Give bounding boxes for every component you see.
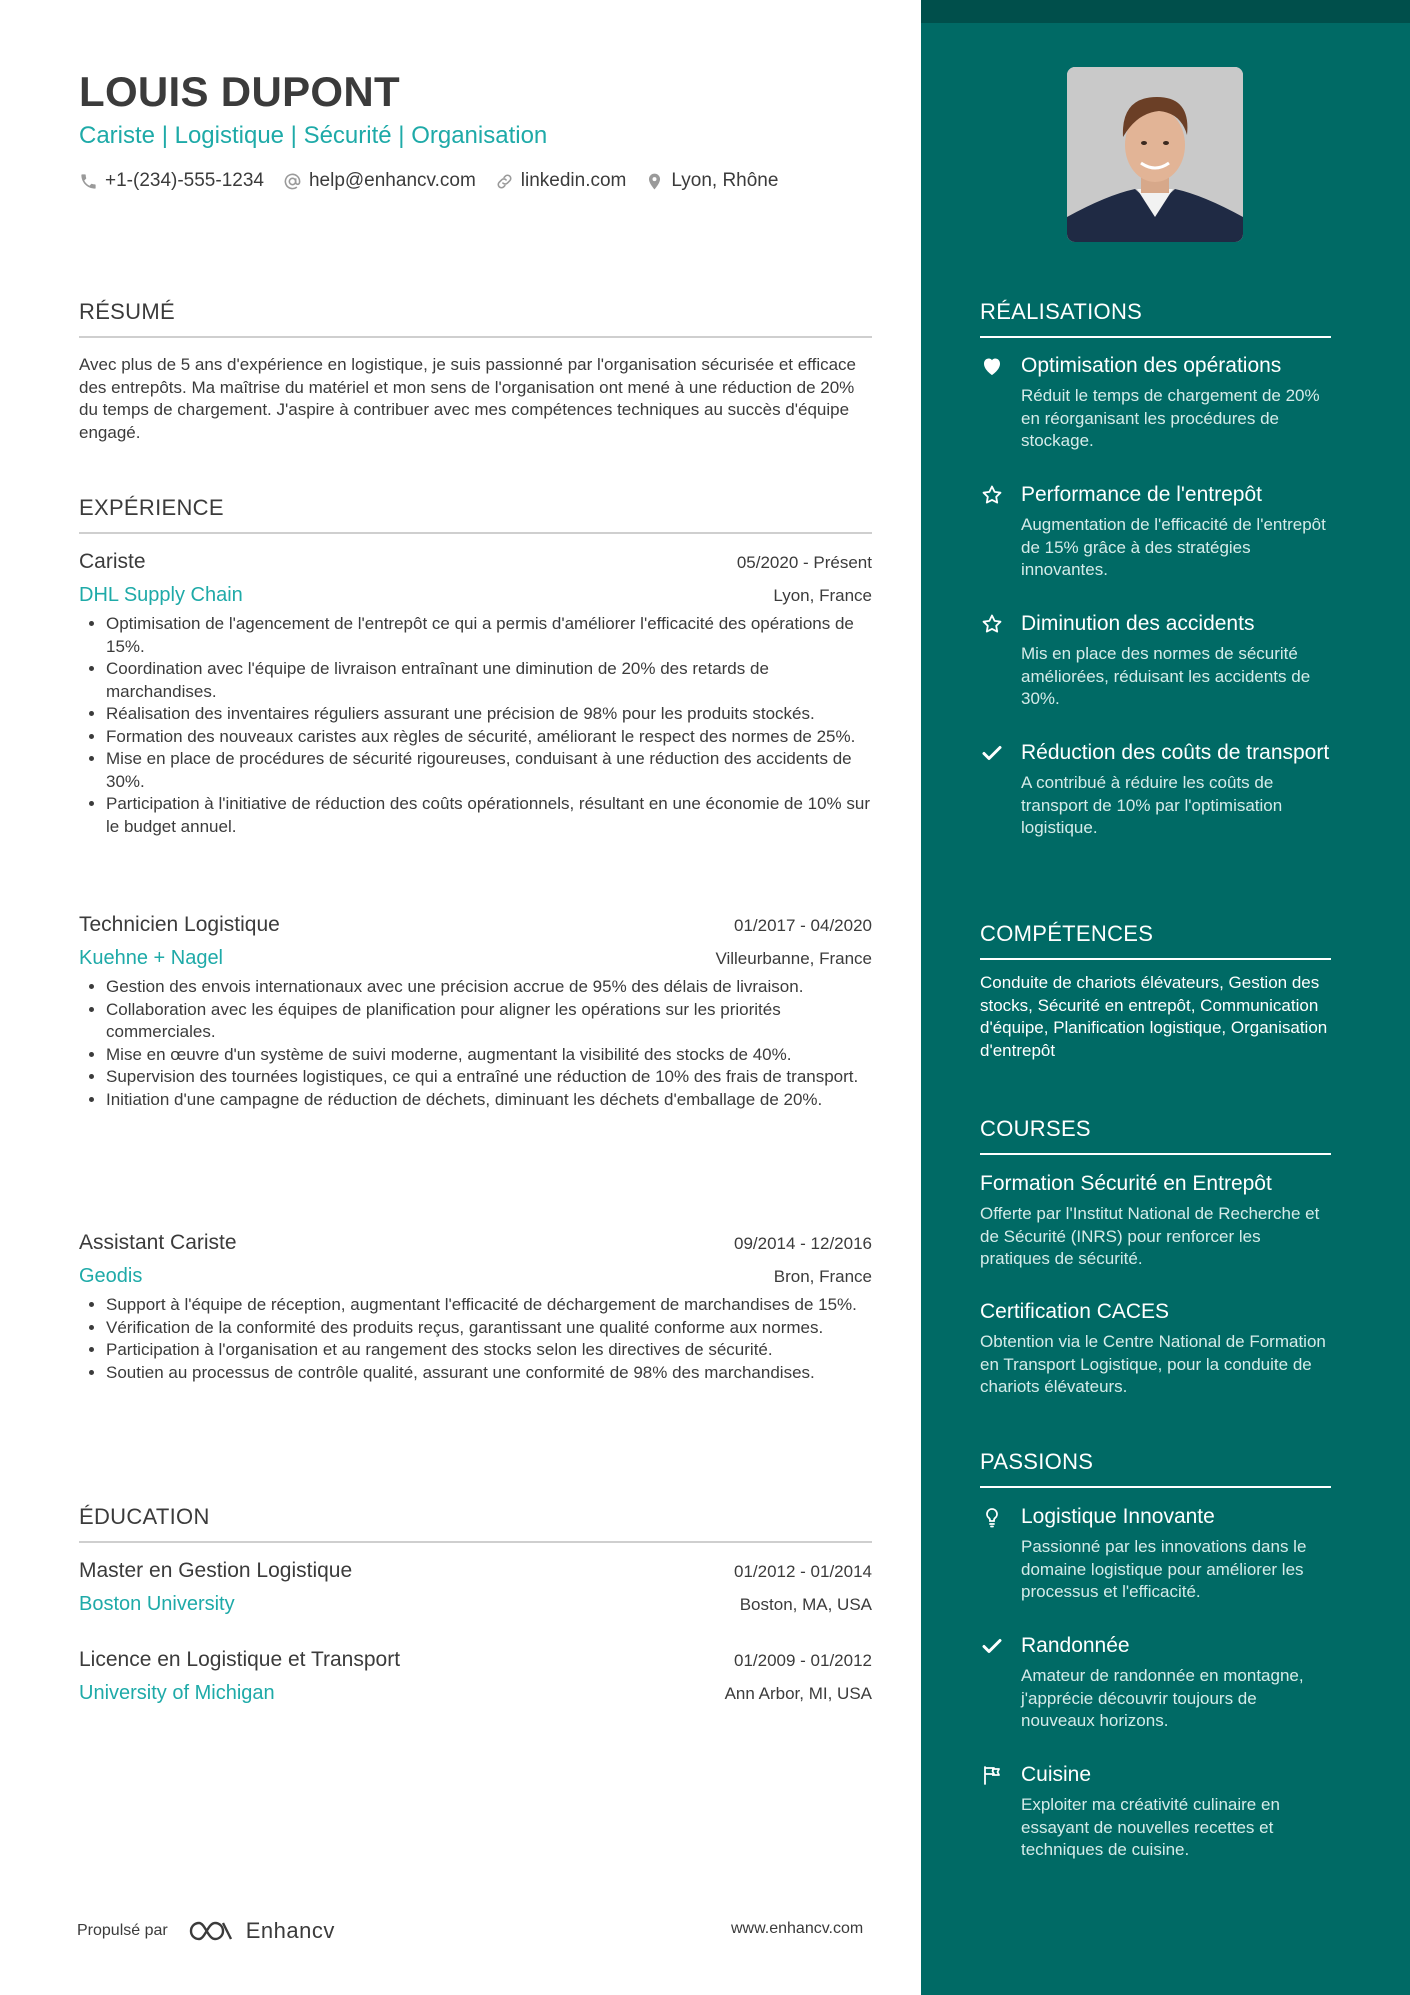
degree-title: Master en Gestion Logistique: [79, 1559, 353, 1582]
bullet-item: • Support à l'équipe de réception, augmentant l'efficacité de déchargement de marchandises de 15%.: [106, 1294, 872, 1317]
bullet-item: • Initiation d'une campagne de réduction de déchets, diminuant les déchets d'emballage de 20%.: [106, 1089, 872, 1112]
education-dates: 01/2009 - 01/2012: [733, 1651, 872, 1670]
section-divider: [79, 532, 872, 534]
skills-section-title: [980, 921, 1331, 959]
school-location: Ann Arbor, MI, USA: [724, 1684, 872, 1703]
section-divider: [980, 1486, 1331, 1488]
skills-list: Conduite de chariots élévateurs, Gestion des stocks, Sécurité en entrepôt, Communication d'équipe, Planification logistique, Organisation d'entrepôt: [980, 973, 1328, 1060]
course-desc: Offerte par l'Institut National de Recherche et de Sécurité (INRS) pour renforcer les pratiques de sécurité.: [980, 1204, 1320, 1268]
achievement-item: [980, 739, 1331, 840]
skills-title-text: COMPÉTENCES: [980, 921, 1154, 946]
course-desc: Obtention via le Centre National de Formation en Transport Logistique, pour la conduite de chariots élévateurs.: [980, 1332, 1326, 1396]
achievement-desc: A contribué à réduire les coûts de transport de 10% par l'optimisation logistique.: [1021, 773, 1283, 837]
bullet-item: • Optimisation de l'agencement de l'entrepôt ce qui a permis d'améliorer l'efficacité des opérations de 15%.: [106, 613, 872, 658]
profile-photo: [1067, 67, 1243, 242]
achievement-desc: Réduit le temps de chargement de 20% en réorganisant les procédures de stockage.: [1021, 386, 1320, 450]
passions-section-title: [980, 1449, 1331, 1487]
sidebar-top-bar: [921, 0, 1410, 23]
courses-section-title: [980, 1116, 1331, 1154]
achievement-item: [980, 481, 1331, 582]
candidate-name: LOUIS DUPONT: [79, 68, 400, 115]
passions-section: [980, 1449, 1331, 1879]
experience-title-text: EXPÉRIENCE: [79, 495, 224, 520]
passion-desc: Passionné par les innovations dans le domaine logistique pour améliorer les processus et l'efficacité.: [1021, 1537, 1307, 1601]
achievement-title: Réduction des coûts de transport: [1021, 741, 1330, 764]
job-title: Assistant Cariste: [79, 1231, 237, 1254]
job-bullets: [79, 1294, 872, 1384]
passions-title-text: PASSIONS: [980, 1449, 1094, 1474]
candidate-tagline: Cariste | Logistique | Sécurité | Organisation: [79, 122, 548, 149]
education-title-text: ÉDUCATION: [79, 1504, 210, 1529]
enhancv-brand-text: Enhancv: [245, 1918, 335, 1943]
passion-item: [980, 1503, 1331, 1604]
company-name: Kuehne + Nagel: [79, 947, 224, 969]
section-divider: [980, 958, 1331, 960]
check-icon: [980, 1634, 1004, 1658]
achievement-title: Performance de l'entrepôt: [1021, 483, 1262, 506]
contact-email[interactable]: [283, 170, 476, 192]
footer-branding: [77, 1918, 335, 1944]
bullet-item: • Participation à l'initiative de réduction des coûts opérationnels, résultant en une économie de 10% sur le budget annuel.: [106, 793, 872, 838]
job-title: Cariste: [79, 550, 146, 573]
check-icon: [980, 741, 1004, 765]
courses-section: [980, 1116, 1331, 1416]
section-divider: [980, 336, 1331, 338]
contact-phone[interactable]: [79, 170, 264, 192]
passion-desc: Exploiter ma créativité culinaire en essayant de nouvelles recettes et techniques de cuisine.: [1021, 1795, 1280, 1859]
bullet-item: • Gestion des envois internationaux avec une précision accrue de 95% des délais de livraison.: [106, 976, 872, 999]
section-divider: [79, 1541, 872, 1543]
summary-title-text: RÉSUMÉ: [79, 299, 175, 324]
school-name: University of Michigan: [79, 1682, 275, 1704]
bullet-item: • Mise en place de procédures de sécurité rigoureuses, conduisant à une réduction des accidents de 30%.: [106, 748, 872, 793]
enhancv-logo[interactable]: [188, 1918, 335, 1944]
contact-linkedin[interactable]: [495, 170, 627, 192]
profile-photo-image: [1067, 67, 1243, 242]
job-dates: 01/2017 - 04/2020: [733, 916, 872, 935]
star-icon: [980, 483, 1004, 507]
passion-item: [980, 1761, 1331, 1862]
heart-icon: [980, 354, 1004, 378]
bullet-item: • Mise en œuvre d'un système de suivi moderne, augmentant la visibilité des stocks de 40%.: [106, 1044, 872, 1067]
star-icon: [980, 612, 1004, 636]
passion-item: [980, 1632, 1331, 1733]
job-dates: 09/2014 - 12/2016: [733, 1234, 872, 1253]
footer-url[interactable]: www.enhancv.com: [731, 1920, 864, 1937]
contact-email-text: help@enhancv.com: [308, 170, 476, 191]
company-name: DHL Supply Chain: [79, 584, 243, 606]
summary-section-title: [79, 299, 872, 325]
contact-linkedin-text: linkedin.com: [520, 170, 627, 191]
bullet-item: • Formation des nouveaux caristes aux règles de sécurité, améliorant le respect des normes de 25%.: [106, 726, 872, 749]
education-section-title: [79, 1504, 872, 1530]
bullet-item: • Participation à l'organisation et au rangement des stocks selon les directives de sécurité.: [106, 1339, 872, 1362]
education-dates: 01/2012 - 01/2014: [733, 1562, 872, 1581]
bullet-item: • Vérification de la conformité des produits reçus, garantissant une qualité conforme aux normes.: [106, 1317, 872, 1340]
course-title: Certification CACES: [980, 1300, 1170, 1323]
skills-section: [980, 921, 1331, 1071]
passion-desc: Amateur de randonnée en montagne, j'apprécie découvrir toujours de nouveaux horizons.: [1021, 1666, 1304, 1730]
bullet-item: • Soutien au processus de contrôle qualité, assurant une conformité de 98% des marchandises.: [106, 1362, 872, 1385]
job-location: Villeurbanne, France: [715, 949, 872, 968]
bullet-item: • Réalisation des inventaires réguliers assurant une précision de 98% pour les produits stockés.: [106, 703, 872, 726]
section-divider: [79, 336, 872, 338]
job-bullets: [79, 976, 872, 1111]
achievement-item: [980, 352, 1331, 453]
achievements-title-text: RÉALISATIONS: [980, 299, 1143, 324]
passion-title: Cuisine: [1021, 1763, 1092, 1786]
experience-section-title: [79, 495, 872, 521]
at-icon: [283, 172, 302, 191]
sidebar: [921, 0, 1410, 1995]
achievements-section: [980, 299, 1331, 879]
job-bullets: [79, 613, 872, 838]
contact-location-text: Lyon, Rhône: [671, 170, 779, 191]
location-pin-icon: [645, 172, 664, 191]
phone-icon: [79, 172, 98, 191]
course-item: [980, 1170, 1331, 1271]
achievement-title: Optimisation des opérations: [1021, 354, 1282, 377]
achievement-desc: Mis en place des normes de sécurité améliorées, réduisant les accidents de 30%.: [1021, 644, 1311, 708]
job-dates: 05/2020 - Présent: [736, 553, 872, 572]
course-title: Formation Sécurité en Entrepôt: [980, 1172, 1272, 1195]
school-name: Boston University: [79, 1593, 235, 1615]
school-location: Boston, MA, USA: [739, 1595, 872, 1614]
contact-bar: [79, 170, 797, 192]
achievement-title: Diminution des accidents: [1021, 612, 1255, 635]
powered-by-text: Propulsé par: [77, 1922, 168, 1939]
lightbulb-icon: [980, 1505, 1004, 1529]
passion-title: Logistique Innovante: [1021, 1505, 1215, 1528]
bullet-item: • Supervision des tournées logistiques, ce qui a entraîné une réduction de 10% des frais de transport.: [106, 1066, 872, 1089]
experience-entry: [79, 550, 872, 838]
job-title: Technicien Logistique: [79, 913, 280, 936]
degree-title: Licence en Logistique et Transport: [79, 1648, 401, 1671]
education-entry: [79, 1559, 872, 1616]
achievement-desc: Augmentation de l'efficacité de l'entrepôt de 15% grâce à des stratégies innovantes.: [1021, 515, 1326, 579]
courses-title-text: COURSES: [980, 1116, 1091, 1141]
contact-location: [645, 170, 778, 192]
enhancv-logo-icon: [188, 1919, 234, 1943]
section-divider: [980, 1153, 1331, 1155]
bullet-item: • Coordination avec l'équipe de livraison entraînant une diminution de 20% des retards de marchandises.: [106, 658, 872, 703]
job-location: Bron, France: [773, 1267, 872, 1286]
achievement-item: [980, 610, 1331, 711]
link-icon: [495, 172, 514, 191]
bullet-item: • Collaboration avec les équipes de planification pour aligner les opérations sur les priorités commerciales.: [106, 999, 872, 1044]
experience-entry: [79, 913, 872, 1111]
education-entry: [79, 1648, 872, 1705]
summary-text: Avec plus de 5 ans d'expérience en logistique, je suis passionné par l'organisation sécurisée et efficace des entrepôts. Ma maîtrise du matériel et mon sens de l'organisation ont mené à une réduction de 20% du temps de chargement. J'aspire à contribuer avec mes compétences techniques au succès d'équipe engagé.: [79, 355, 857, 442]
flag-icon: [980, 1763, 1004, 1787]
experience-entry: [79, 1231, 872, 1384]
company-name: Geodis: [79, 1265, 143, 1287]
contact-phone-text: +1-(234)-555-1234: [105, 170, 264, 191]
achievements-section-title: [980, 299, 1331, 337]
course-item: [980, 1298, 1331, 1399]
passion-title: Randonnée: [1021, 1634, 1130, 1657]
job-location: Lyon, France: [773, 586, 872, 605]
